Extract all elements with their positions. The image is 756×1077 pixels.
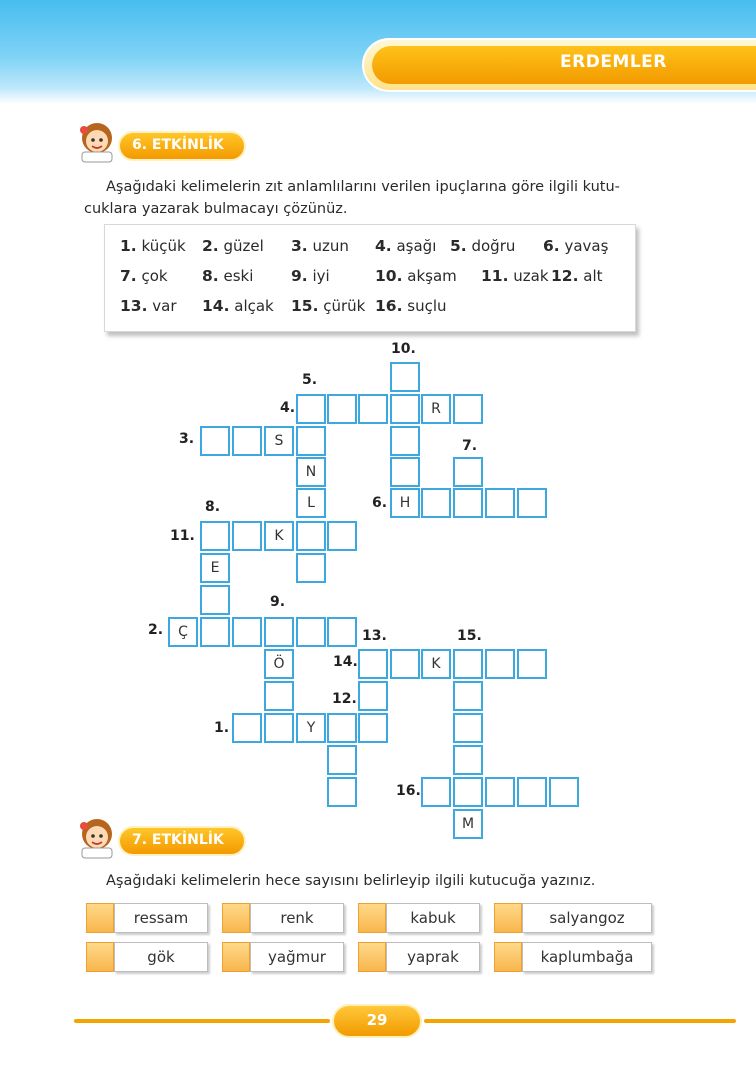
bank-item: 4. aşağı bbox=[375, 237, 437, 255]
crossword-cell[interactable] bbox=[327, 777, 357, 807]
syllable-count-box[interactable] bbox=[494, 942, 522, 972]
crossword-cell[interactable] bbox=[390, 649, 420, 679]
clue-number: 14. bbox=[333, 654, 358, 670]
crossword-cell[interactable] bbox=[232, 426, 262, 456]
crossword-cell[interactable] bbox=[264, 681, 294, 711]
crossword-cell[interactable] bbox=[421, 777, 451, 807]
crossword-cell[interactable] bbox=[296, 394, 326, 424]
syllable-count-box[interactable] bbox=[494, 903, 522, 933]
crossword-cell[interactable] bbox=[296, 426, 326, 456]
crossword-cell[interactable] bbox=[358, 681, 388, 711]
bank-item: 2. güzel bbox=[202, 237, 264, 255]
clue-number: 7. bbox=[462, 438, 478, 454]
crossword-cell[interactable] bbox=[232, 617, 262, 647]
crossword-cell[interactable] bbox=[453, 713, 483, 743]
crossword-cell[interactable] bbox=[327, 617, 357, 647]
syllable-item[interactable] bbox=[86, 903, 206, 933]
syllable-word: kaplumbağa bbox=[522, 942, 652, 972]
bank-item: 10. akşam bbox=[375, 267, 457, 285]
crossword-cell[interactable] bbox=[296, 553, 326, 583]
clue-number: 1. bbox=[214, 720, 230, 736]
crossword-cell[interactable] bbox=[485, 488, 515, 518]
girl-mascot-icon bbox=[74, 814, 120, 860]
syllable-item[interactable] bbox=[358, 942, 478, 972]
crossword-cell[interactable] bbox=[358, 394, 388, 424]
crossword-cell[interactable] bbox=[453, 457, 483, 487]
bank-item: 8. eski bbox=[202, 267, 254, 285]
bank-item: 14. alçak bbox=[202, 297, 274, 315]
crossword-cell[interactable] bbox=[485, 649, 515, 679]
crossword-cell[interactable] bbox=[327, 394, 357, 424]
syllable-count-box[interactable] bbox=[222, 942, 250, 972]
clue-number: 9. bbox=[270, 594, 286, 610]
crossword-cell[interactable] bbox=[232, 521, 262, 551]
activity7-title: 7. ETKİNLİK bbox=[132, 832, 224, 848]
crossword-cell[interactable] bbox=[200, 426, 230, 456]
crossword-cell[interactable] bbox=[517, 649, 547, 679]
footer-line-left bbox=[74, 1019, 330, 1023]
clue-number: 4. bbox=[280, 400, 296, 416]
crossword-cell[interactable] bbox=[453, 745, 483, 775]
crossword-cell[interactable] bbox=[390, 426, 420, 456]
syllable-word: salyangoz bbox=[522, 903, 652, 933]
crossword-cell[interactable] bbox=[453, 394, 483, 424]
crossword-cell[interactable]: E bbox=[200, 553, 230, 583]
syllable-count-box[interactable] bbox=[358, 942, 386, 972]
crossword-cell[interactable] bbox=[390, 362, 420, 392]
syllable-word: yağmur bbox=[250, 942, 344, 972]
bank-item: 15. çürük bbox=[291, 297, 366, 315]
crossword-cell[interactable] bbox=[453, 649, 483, 679]
crossword-cell[interactable] bbox=[390, 457, 420, 487]
footer-line-right bbox=[424, 1019, 736, 1023]
crossword-cell[interactable] bbox=[517, 777, 547, 807]
bank-item: 7. çok bbox=[120, 267, 168, 285]
girl-mascot-icon bbox=[74, 118, 120, 164]
crossword-cell[interactable] bbox=[232, 713, 262, 743]
crossword-cell[interactable] bbox=[453, 777, 483, 807]
syllable-word: yaprak bbox=[386, 942, 480, 972]
crossword-cell[interactable]: N bbox=[296, 457, 326, 487]
crossword-cell[interactable] bbox=[358, 713, 388, 743]
syllable-word: renk bbox=[250, 903, 344, 933]
crossword-cell[interactable] bbox=[327, 713, 357, 743]
crossword-cell[interactable]: H bbox=[390, 488, 420, 518]
bank-item: 16. suçlu bbox=[375, 297, 447, 315]
crossword-cell[interactable] bbox=[358, 649, 388, 679]
word-bank bbox=[104, 224, 636, 332]
crossword-cell[interactable] bbox=[264, 617, 294, 647]
bank-item: 6. yavaş bbox=[543, 237, 609, 255]
crossword-cell[interactable]: M bbox=[453, 809, 483, 839]
crossword-cell[interactable] bbox=[296, 521, 326, 551]
page-number: 29 bbox=[366, 1011, 388, 1029]
chapter-title: ERDEMLER bbox=[560, 52, 667, 72]
crossword-cell[interactable] bbox=[200, 585, 230, 615]
crossword-cell[interactable]: R bbox=[421, 394, 451, 424]
syllable-word: ressam bbox=[114, 903, 208, 933]
clue-number: 15. bbox=[457, 628, 482, 644]
activity6-instruction-line1: Aşağıdaki kelimelerin zıt anlamlılarını verilen ipuçlarına göre ilgili kutu- bbox=[106, 179, 620, 195]
clue-number: 13. bbox=[362, 628, 387, 644]
crossword-cell[interactable]: K bbox=[264, 521, 294, 551]
crossword-cell[interactable]: Ç bbox=[168, 617, 198, 647]
bank-item: 12. alt bbox=[551, 267, 603, 285]
bank-item: 1. küçük bbox=[120, 237, 186, 255]
syllable-word: kabuk bbox=[386, 903, 480, 933]
crossword-cell[interactable]: K bbox=[421, 649, 451, 679]
clue-number: 2. bbox=[148, 622, 164, 638]
activity7-instruction: Aşağıdaki kelimelerin hece sayısını belirleyip ilgili kutucuğa yazınız. bbox=[106, 873, 596, 889]
syllable-count-box[interactable] bbox=[358, 903, 386, 933]
bank-item: 9. iyi bbox=[291, 267, 330, 285]
clue-number: 6. bbox=[372, 495, 388, 511]
syllable-item[interactable] bbox=[358, 903, 478, 933]
syllable-count-box[interactable] bbox=[86, 942, 114, 972]
clue-number: 12. bbox=[332, 691, 357, 707]
crossword-cell[interactable] bbox=[549, 777, 579, 807]
syllable-item[interactable] bbox=[222, 942, 342, 972]
syllable-count-box[interactable] bbox=[222, 903, 250, 933]
syllable-item[interactable] bbox=[494, 942, 654, 972]
bank-item: 3. uzun bbox=[291, 237, 349, 255]
crossword-cell[interactable] bbox=[264, 713, 294, 743]
crossword-cell[interactable] bbox=[200, 521, 230, 551]
crossword-cell[interactable] bbox=[453, 488, 483, 518]
activity6-instruction-line2: cuklara yazarak bulmacayı çözünüz. bbox=[84, 201, 348, 217]
syllable-item[interactable] bbox=[222, 903, 342, 933]
clue-number: 11. bbox=[170, 528, 195, 544]
clue-number: 8. bbox=[205, 499, 221, 515]
crossword-cell[interactable] bbox=[453, 681, 483, 711]
syllable-word: gök bbox=[114, 942, 208, 972]
bank-item: 11. uzak bbox=[481, 267, 549, 285]
crossword-cell[interactable] bbox=[327, 745, 357, 775]
syllable-item[interactable] bbox=[494, 903, 654, 933]
crossword-cell[interactable] bbox=[485, 777, 515, 807]
crossword-cell[interactable] bbox=[390, 394, 420, 424]
clue-number: 16. bbox=[396, 783, 421, 799]
bank-item: 5. doğru bbox=[450, 237, 516, 255]
crossword-cell[interactable]: S bbox=[264, 426, 294, 456]
crossword-cell[interactable] bbox=[517, 488, 547, 518]
crossword-cell[interactable] bbox=[296, 617, 326, 647]
syllable-item[interactable] bbox=[86, 942, 206, 972]
syllable-count-box[interactable] bbox=[86, 903, 114, 933]
crossword-cell[interactable] bbox=[327, 521, 357, 551]
clue-number: 5. bbox=[302, 372, 318, 388]
crossword-cell[interactable] bbox=[421, 488, 451, 518]
crossword-cell[interactable]: Y bbox=[296, 713, 326, 743]
crossword-cell[interactable]: L bbox=[296, 488, 326, 518]
clue-number: 3. bbox=[179, 431, 195, 447]
crossword-cell[interactable] bbox=[200, 617, 230, 647]
clue-number: 10. bbox=[391, 341, 416, 357]
crossword-cell[interactable]: Ö bbox=[264, 649, 294, 679]
activity6-title: 6. ETKİNLİK bbox=[132, 137, 224, 153]
bank-item: 13. var bbox=[120, 297, 177, 315]
